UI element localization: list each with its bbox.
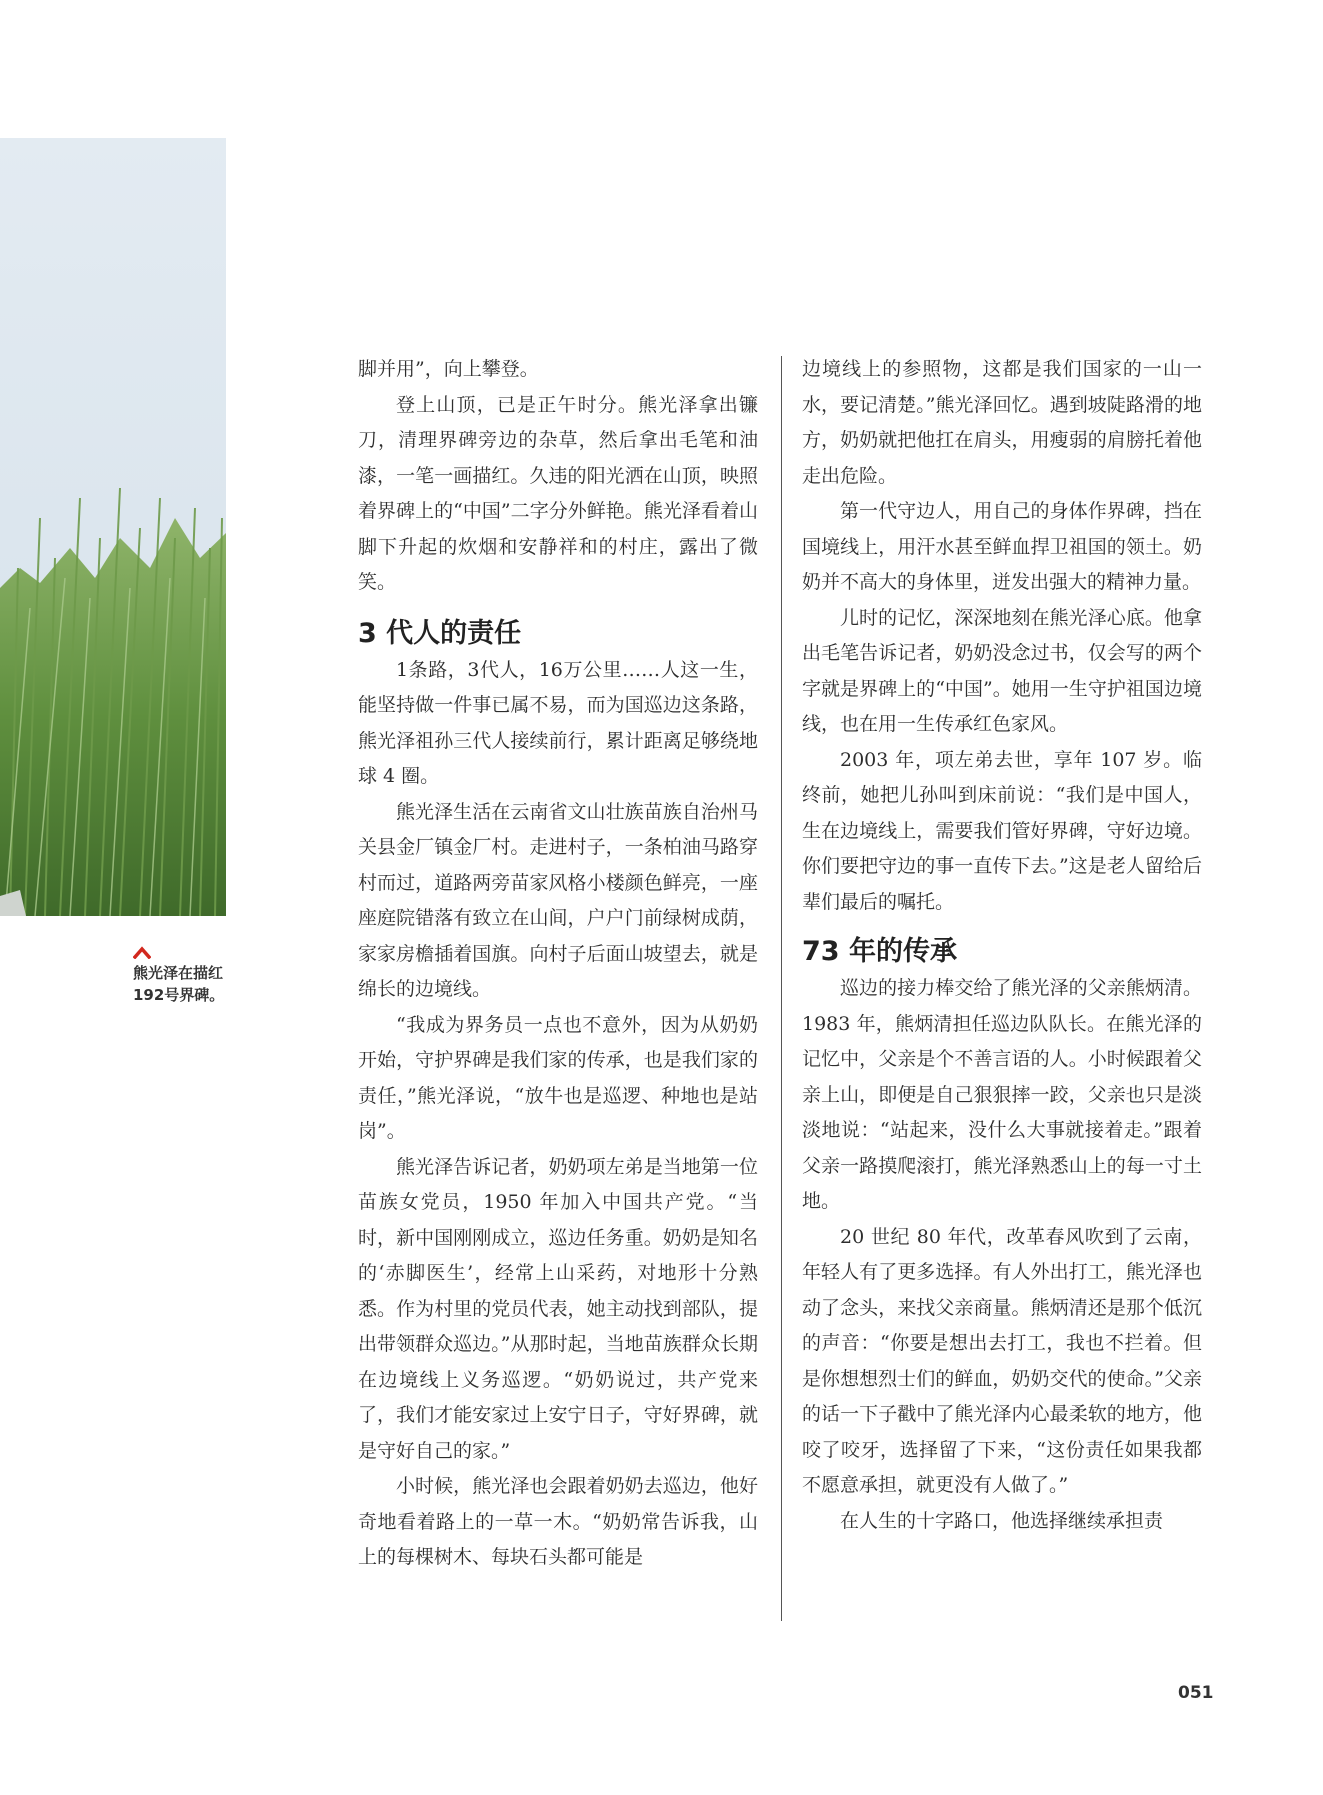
paragraph: 20 世纪 80 年代，改革春风吹到了云南，年轻人有了更多选择。有人外出打工，熊光泽也动了念头，来找父亲商量。熊炳清还是那个低沉的声音：“你要是想出去打工，我也不拦着。但是你想想烈士们的鲜血，奶奶交代的使命。”父亲的话一下子戳中了熊光泽内心最柔软的地方，他咬了咬牙，选择留了下来，“这份责任如果我都不愿意承担，就更没有人做了。” <box>802 1225 1202 1496</box>
column-divider <box>781 356 782 1621</box>
paragraph: “我成为界务员一点也不意外，因为从奶奶开始，守护界碑是我们家的传承，也是我们家的责任，”熊光泽说，“放牛也是巡逻、种地也是站岗”。 <box>358 1013 758 1142</box>
page-number: 051 <box>1178 1683 1214 1703</box>
paragraph: 脚并用”，向上攀登。 <box>358 358 539 380</box>
section-heading: 73 年的传承 <box>802 936 957 967</box>
paragraph: 边境线上的参照物，这都是我们国家的一山一水，要记清楚。”熊光泽回忆。遇到坡陡路滑的地方，奶奶就把他扛在肩头，用瘦弱的肩膀托着他走出危险。 <box>802 358 1202 487</box>
caption-line-2: 192号界碑。 <box>133 986 225 1004</box>
paragraph: 熊光泽生活在云南省文山壮族苗族自治州马关县金厂镇金厂村。走进村子，一条柏油马路穿村而过，道路两旁苗家风格小楼颜色鲜亮，一座座庭院错落有致立在山间，户户门前绿树成荫，家家房檐插着国旗。向村子后面山坡望去，就是绵长的边境线。 <box>358 800 758 1000</box>
paragraph: 2003 年，项左弟去世，享年 107 岁。临终前，她把儿孙叫到床前说：“我们是中国人，生在边境线上，需要我们管好界碑，守好边境。你们要把守边的事一直传下去。”这是老人留给后辈们最后的嘱托。 <box>802 748 1202 913</box>
paragraph: 熊光泽告诉记者，奶奶项左弟是当地第一位苗族女党员，1950 年加入中国共产党。“当时，新中国刚刚成立，巡边任务重。奶奶是知名的‘赤脚医生’，经常上山采药，对地形十分熟悉。作为村里的党员代表，她主动找到部队，提出带领群众巡边。”从那时起，当地苗族群众长期在边境线上义务巡逻。“奶奶说过，共产党来了，我们才能安家过上安宁日子，守好界碑，就是守好自己的家。” <box>358 1155 758 1462</box>
paragraph: 儿时的记忆，深深地刻在熊光泽心底。他拿出毛笔告诉记者，奶奶没念过书，仅会写的两个字就是界碑上的“中国”。她用一生守护祖国边境线，也在用一生传承红色家风。 <box>802 606 1202 735</box>
paragraph: 在人生的十字路口，他选择继续承担责 <box>840 1509 1164 1532</box>
chevron-up-icon <box>133 945 151 959</box>
article-column-2 <box>802 352 1202 1539</box>
caption-line-1: 熊光泽在描红 <box>133 964 224 982</box>
grass-photo <box>0 138 226 916</box>
paragraph: 1条路，3代人，16万公里……人这一生，能坚持做一件事已属不易，而为国巡边这条路，熊光泽祖孙三代人接续前行，累计距离足够绕地球 4 圈。 <box>358 658 758 787</box>
photo-caption <box>133 945 253 1006</box>
paragraph: 小时候，熊光泽也会跟着奶奶去巡边，他好奇地看着路上的一草一木。“奶奶常告诉我，山上的每棵树木、每块石头都可能是 <box>358 1475 758 1568</box>
paragraph: 巡边的接力棒交给了熊光泽的父亲熊炳清。1983 年，熊炳清担任巡边队队长。在熊光泽的记忆中，父亲是个不善言语的人。小时候跟着父亲上山，即便是自己狠狠摔一跤，父亲也只是淡淡地说：“站起来，没什么大事就接着走。”跟着父亲一路摸爬滚打，熊光泽熟悉山上的每一寸土地。 <box>802 977 1202 1212</box>
section-heading: 3 代人的责任 <box>358 617 522 649</box>
article-column-1 <box>358 352 758 1576</box>
paragraph: 第一代守边人，用自己的身体作界碑，挡在国境线上，用汗水甚至鲜血捍卫祖国的领土。奶奶并不高大的身体里，迸发出强大的精神力量。 <box>802 500 1202 593</box>
paragraph: 登上山顶，已是正午时分。熊光泽拿出镰刀，清理界碑旁边的杂草，然后拿出毛笔和油漆，一笔一画描红。久违的阳光洒在山顶，映照着界碑上的“中国”二字分外鲜艳。熊光泽看着山脚下升起的炊烟和安静祥和的村庄，露出了微笑。 <box>358 393 758 593</box>
grass-photo-image <box>0 138 226 916</box>
